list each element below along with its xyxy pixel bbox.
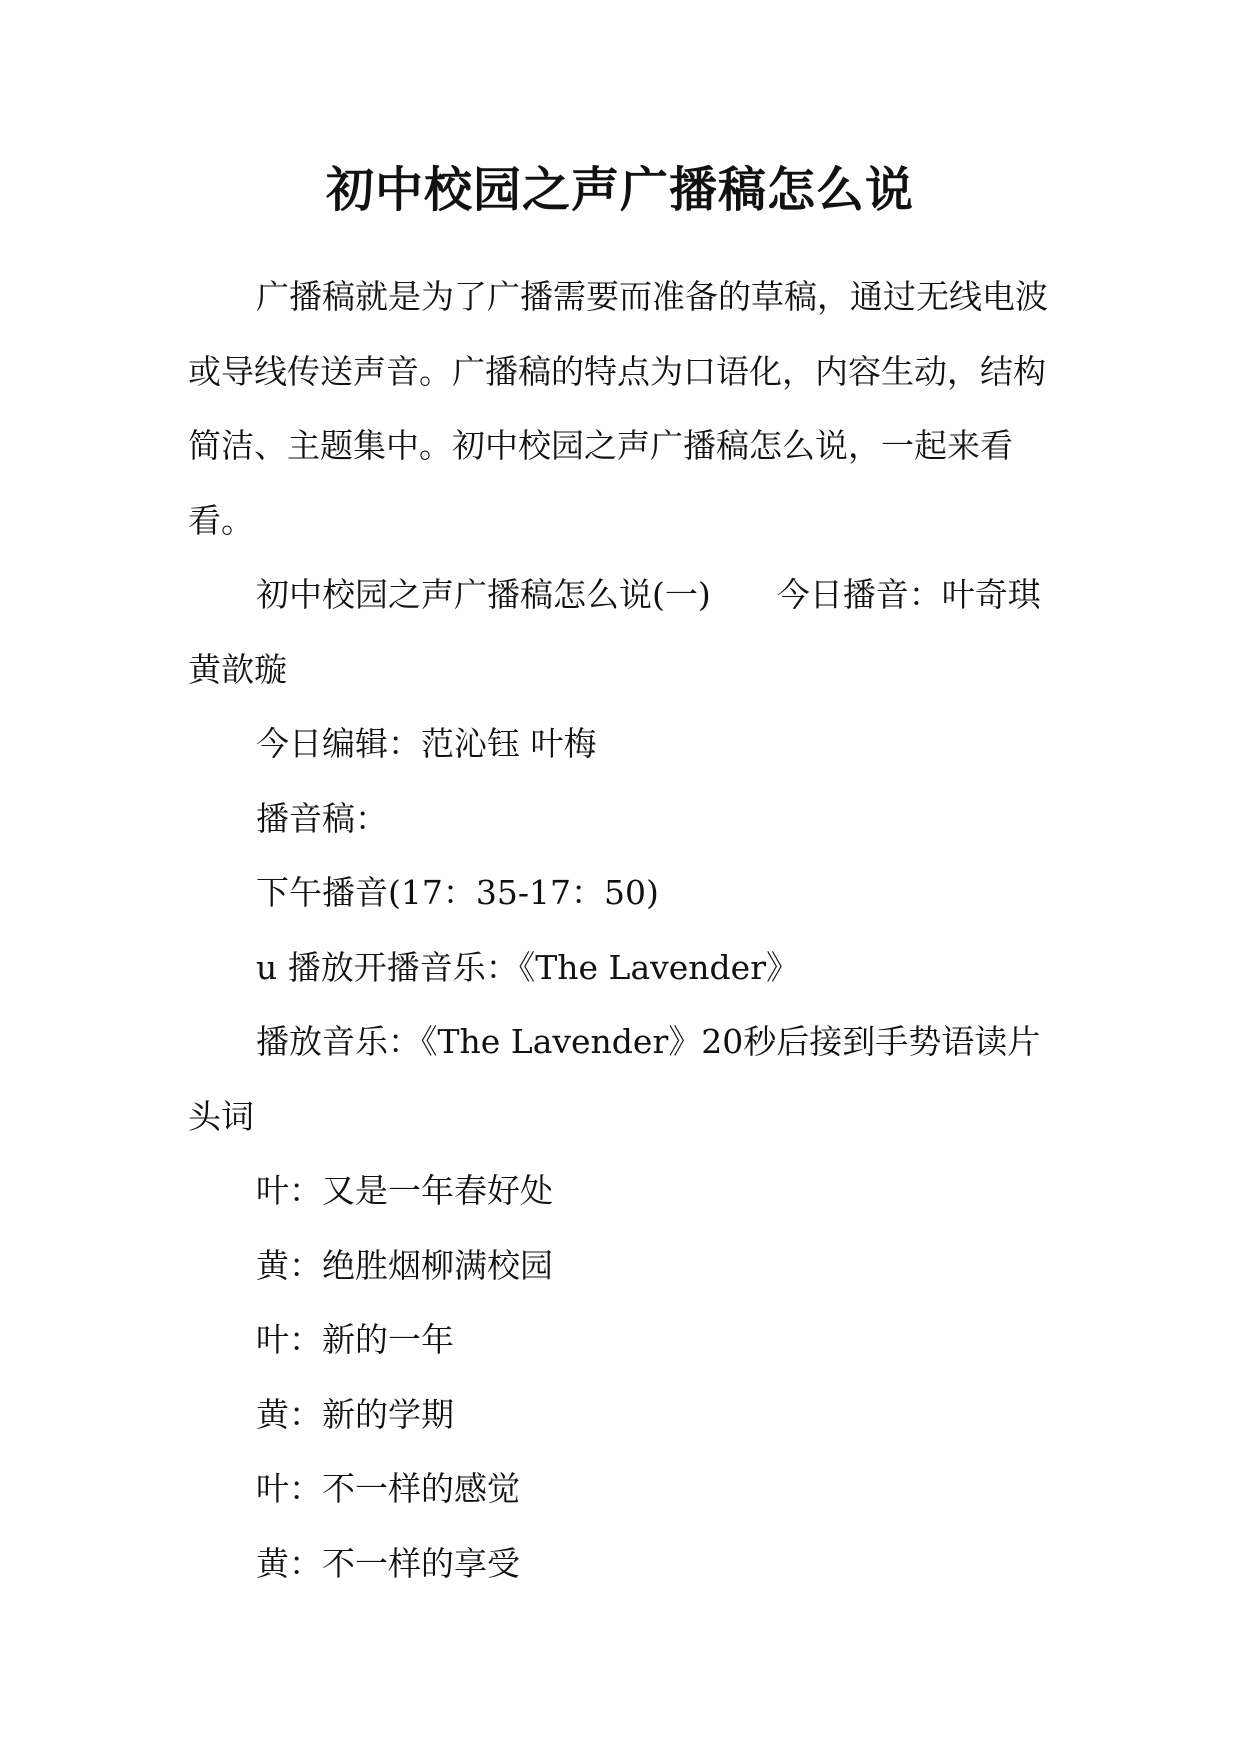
announcers-line: 今日播音：叶奇琪 黄歆璇 <box>188 575 1041 689</box>
section-heading: 初中校园之声广播稿怎么说(一) <box>256 575 711 614</box>
dialogue-line: 黄：不一样的享受 <box>256 1543 520 1583</box>
document-body <box>188 260 1058 1601</box>
editors-line: 今日编辑：范沁钰 叶梅 <box>256 724 597 763</box>
time-slot: 下午播音(17：35-17：50) <box>256 873 659 912</box>
dialogue-line: 叶：又是一年春好处 <box>256 1171 553 1210</box>
document-title: 初中校园之声广播稿怎么说 <box>325 162 914 218</box>
intro-paragraph: 广播稿就是为了广播需要而准备的草稿，通过无线电波或导线传送声音。广播稿的特点为口语化，内容生动，结构简洁、主题集中。初中校园之声广播稿怎么说，一起来看看。 <box>188 277 1048 540</box>
music-cue: 播放音乐：《The Lavender》20秒后接到手势语读片头词 <box>188 1022 1041 1136</box>
dialogue-line: 叶：不一样的感觉 <box>256 1469 520 1508</box>
dialogue-line: 叶：新的一年 <box>256 1320 454 1359</box>
script-label: 播音稿： <box>256 798 388 838</box>
dialogue-line: 黄：新的学期 <box>256 1394 454 1434</box>
opening-music: u 播放开播音乐：《The Lavender》 <box>256 947 799 987</box>
dialogue-line: 黄：绝胜烟柳满校园 <box>256 1245 553 1285</box>
section-heading-paragraph <box>188 558 1058 707</box>
